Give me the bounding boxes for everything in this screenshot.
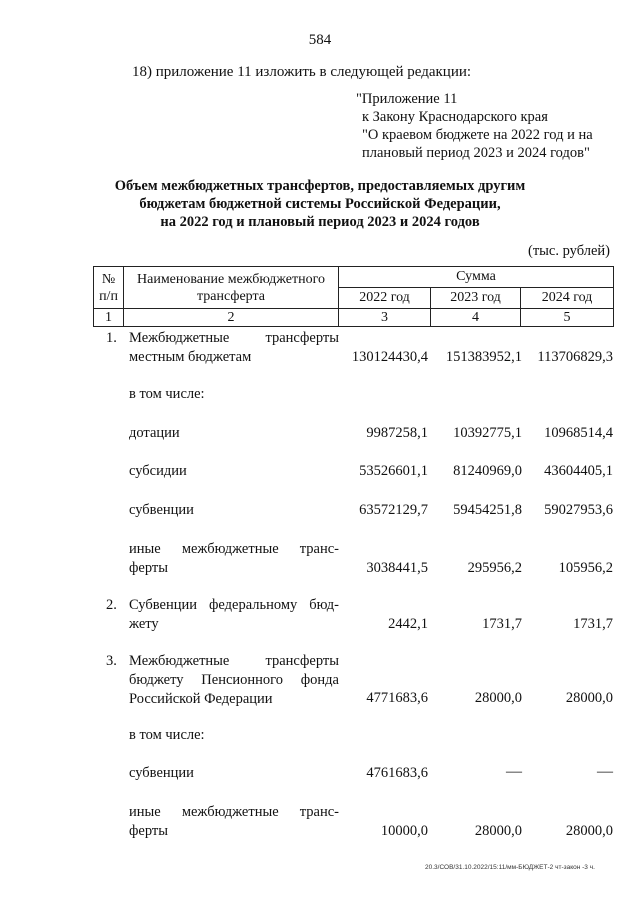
row-index: 2. xyxy=(106,597,117,613)
value-2023: 10392775,1 xyxy=(453,425,522,441)
units-label: (тыс. рублей) xyxy=(528,243,610,259)
value-2022: 3038441,5 xyxy=(366,560,428,576)
name-word: Межбюджетные xyxy=(129,653,230,669)
table-header xyxy=(93,266,614,327)
name-word: иные xyxy=(129,541,161,557)
name-word: трансферты xyxy=(265,330,339,346)
name-word: фонда xyxy=(300,672,339,688)
value-2023: 59454251,8 xyxy=(453,502,522,518)
row-name: субсидии xyxy=(129,463,187,479)
name-word: транс- xyxy=(299,804,339,820)
row-name-line-2: ферты xyxy=(129,560,168,576)
header-name-line-1: Наименование межбюджетного xyxy=(137,271,325,287)
annex-reference xyxy=(356,90,593,162)
value-2023: 1731,7 xyxy=(482,616,522,632)
value-2024: — xyxy=(597,763,613,780)
value-2024: 28000,0 xyxy=(565,690,613,706)
subheading-incl: в том числе: xyxy=(129,386,205,402)
row-name-line-2: местным бюджетам xyxy=(129,349,252,365)
annex-line-1: "Приложение 11 xyxy=(356,91,458,107)
row-name-line-1 xyxy=(129,541,339,558)
row-name: субвенции xyxy=(129,765,194,781)
header-year-2022: 2022 год xyxy=(339,288,431,309)
annex-line-3: "О краевом бюджете на 2022 год и на xyxy=(362,127,593,143)
row-name xyxy=(129,804,339,840)
header-col-index-5: 5 xyxy=(521,309,614,327)
header-col-index-2: 2 xyxy=(124,309,339,327)
header-name-line-2: трансферта xyxy=(197,288,265,304)
name-word: трансферты xyxy=(265,653,339,669)
row-name: субвенции xyxy=(129,502,194,518)
value-2023: 295956,2 xyxy=(467,560,522,576)
value-2022: 4761683,6 xyxy=(366,765,428,781)
value-2022: 53526601,1 xyxy=(359,463,428,479)
document-heading xyxy=(0,177,640,231)
value-2023: 28000,0 xyxy=(474,690,522,706)
header-name-cell xyxy=(124,267,339,309)
value-2024: 105956,2 xyxy=(558,560,613,576)
value-2022: 130124430,4 xyxy=(351,349,428,365)
name-word: бюд- xyxy=(309,597,339,613)
header-number-line-1: № xyxy=(101,271,116,287)
document-footer-code: 20.3/СОВ/31.10.2022/15:11/мм-БЮДЖЕТ-2 чт-закон -3 ч. xyxy=(425,864,595,871)
header-year-2024: 2024 год xyxy=(521,288,614,309)
row-name-line-2 xyxy=(129,672,339,689)
name-word: межбюджетные xyxy=(181,804,279,820)
row-name xyxy=(129,330,339,366)
page-number: 584 xyxy=(308,32,332,48)
row-name-line-1 xyxy=(129,653,339,670)
row-name-line-1 xyxy=(129,597,339,614)
value-2024: 43604405,1 xyxy=(544,463,613,479)
name-word: иные xyxy=(129,804,161,820)
value-2022: 9987258,1 xyxy=(366,425,428,441)
value-2022: 10000,0 xyxy=(380,823,428,839)
heading-line-3: на 2022 год и плановый период 2023 и 2024 годов xyxy=(160,214,480,230)
name-word: Пенсионного xyxy=(201,672,283,688)
row-name-line-1 xyxy=(129,804,339,821)
value-2024: 113706829,3 xyxy=(537,349,613,365)
intro-paragraph: 18) приложение 11 изложить в следующей редакции: xyxy=(132,64,472,80)
value-2022: 63572129,7 xyxy=(359,502,428,518)
value-2022: 4771683,6 xyxy=(366,690,428,706)
row-name: дотации xyxy=(129,425,180,441)
name-word: межбюджетные xyxy=(181,541,279,557)
row-name xyxy=(129,653,339,708)
value-2024: 1731,7 xyxy=(573,616,613,632)
header-number-line-2: п/п xyxy=(99,288,118,304)
row-name-line-3: Российской Федерации xyxy=(129,691,273,707)
header-col-index-3: 3 xyxy=(339,309,431,327)
header-col-index-1: 1 xyxy=(94,309,124,327)
annex-line-2: к Закону Краснодарского края xyxy=(362,109,548,125)
heading-line-1: Объем межбюджетных трансфертов, предоставляемых другим xyxy=(114,178,526,194)
name-word: транс- xyxy=(299,541,339,557)
header-number-cell xyxy=(94,267,124,309)
value-2024: 28000,0 xyxy=(565,823,613,839)
row-name-line-2: ферты xyxy=(129,823,168,839)
value-2023: 28000,0 xyxy=(474,823,522,839)
value-2023: — xyxy=(506,763,522,780)
name-word: бюджету xyxy=(129,672,184,688)
name-word: федеральному xyxy=(209,597,298,613)
value-2024: 10968514,4 xyxy=(544,425,613,441)
name-word: Межбюджетные xyxy=(129,330,230,346)
header-sum-cell: Сумма xyxy=(339,267,614,288)
value-2022: 2442,1 xyxy=(388,616,428,632)
value-2023: 151383952,1 xyxy=(445,349,522,365)
header-col-index-4: 4 xyxy=(431,309,521,327)
row-name-line-1 xyxy=(129,330,339,347)
row-name xyxy=(129,541,339,577)
name-word: Субвенции xyxy=(129,597,197,613)
row-index: 1. xyxy=(106,330,117,346)
annex-line-4: плановый период 2023 и 2024 годов" xyxy=(362,145,590,161)
row-name-line-2: жету xyxy=(129,616,159,632)
value-2024: 59027953,6 xyxy=(544,502,613,518)
row-index: 3. xyxy=(106,653,117,669)
subheading-incl: в том числе: xyxy=(129,727,205,743)
value-2023: 81240969,0 xyxy=(453,463,522,479)
heading-line-2: бюджетам бюджетной системы Российской Федерации, xyxy=(139,196,501,212)
row-name xyxy=(129,597,339,633)
header-year-2023: 2023 год xyxy=(431,288,521,309)
